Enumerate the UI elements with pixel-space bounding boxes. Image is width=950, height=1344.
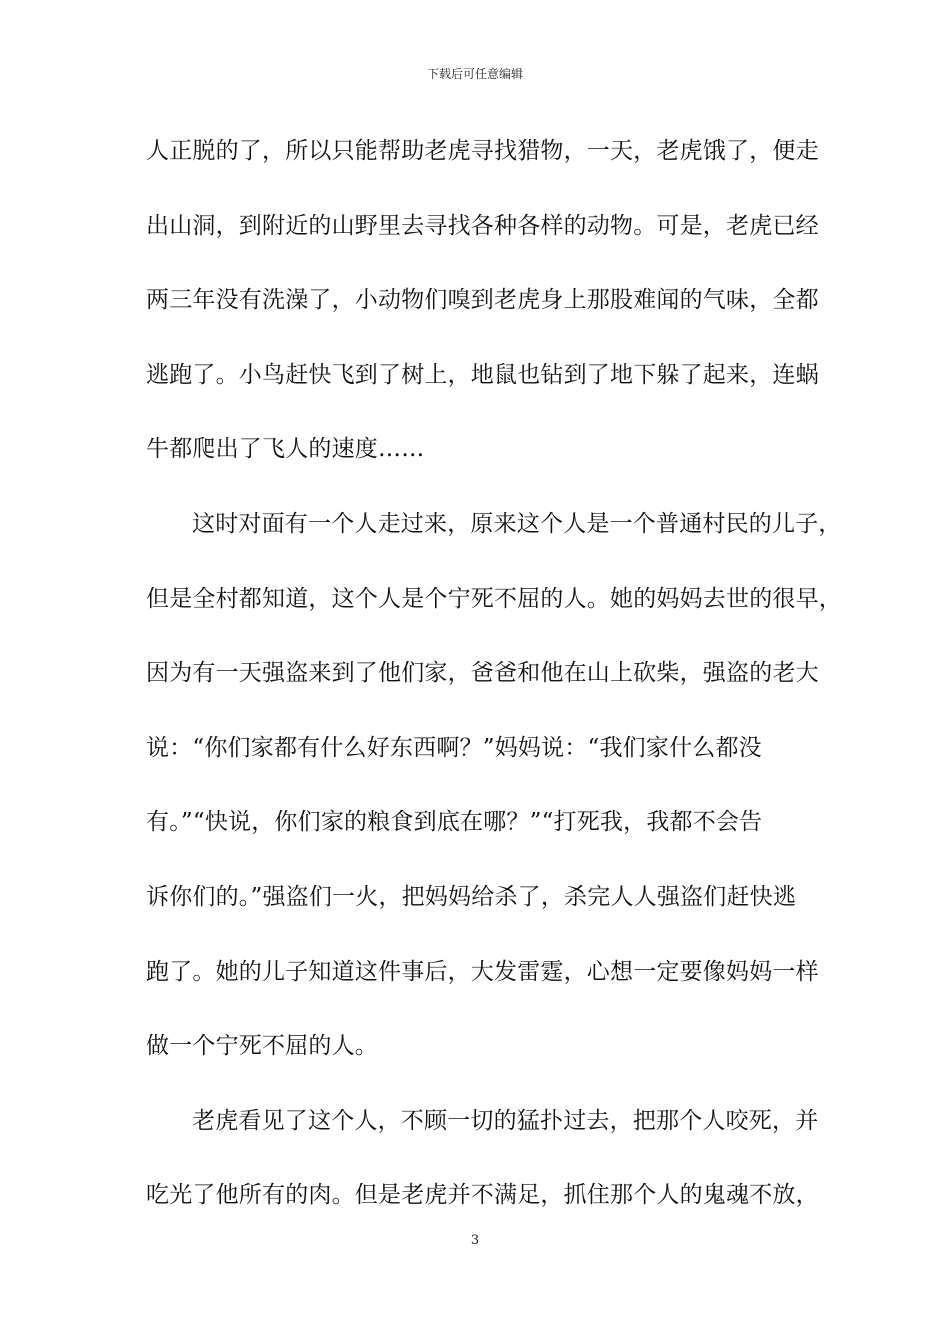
text-line: 跑了。她的儿子知道这件事后，大发雷霆，心想一定要像妈妈一样: [146, 958, 819, 985]
paragraph-first-line: 这时对面有一个人走过来，原来这个人是一个普通村民的儿子，: [192, 510, 842, 537]
text-line: 说：“你们家都有什么好东西啊？”妈妈说：“我们家什么都没: [146, 734, 762, 761]
text-line: 人正脱的了，所以只能帮助老虎寻找猎物，一天，老虎饿了，便走: [146, 138, 819, 164]
text-line: 牛都爬出了飞人的速度……: [146, 436, 425, 463]
text-line: 逃跑了。小鸟赶快飞到了树上，地鼠也钻到了地下躲了起来，连蜗: [146, 361, 819, 388]
text-line: 但是全村都知道，这个人是个宁死不屈的人。她的妈妈去世的很早，: [146, 585, 842, 612]
text-line: 两三年没有洗澡了，小动物们嗅到老虎身上那股难闻的气味，全都: [146, 287, 819, 314]
paragraph-first-line: 老虎看见了这个人，不顾一切的猛扑过去，把那个人咬死，并: [192, 1107, 819, 1134]
text-line: 因为有一天强盗来到了他们家，爸爸和他在山上砍柴，强盗的老大: [146, 660, 819, 687]
text-line: 吃光了他所有的肉。但是老虎并不满足，抓住那个人的鬼魂不放，: [146, 1182, 819, 1209]
text-line: 做一个宁死不屈的人。: [146, 1033, 378, 1060]
document-body: [146, 131, 842, 1250]
page-header: 下载后可任意编辑: [426, 67, 523, 81]
text-line: 出山洞，到附近的山野里去寻找各种各样的动物。可是，老虎已经: [146, 212, 819, 239]
text-line: 诉你们的。”强盗们一火，把妈妈给杀了，杀完人人强盗们赶快逃: [146, 883, 797, 910]
text-line: 有。”“快说，你们家的粮食到底在哪？”“打死我，我都不会告: [146, 809, 763, 836]
page-number: 3: [470, 1233, 480, 1248]
